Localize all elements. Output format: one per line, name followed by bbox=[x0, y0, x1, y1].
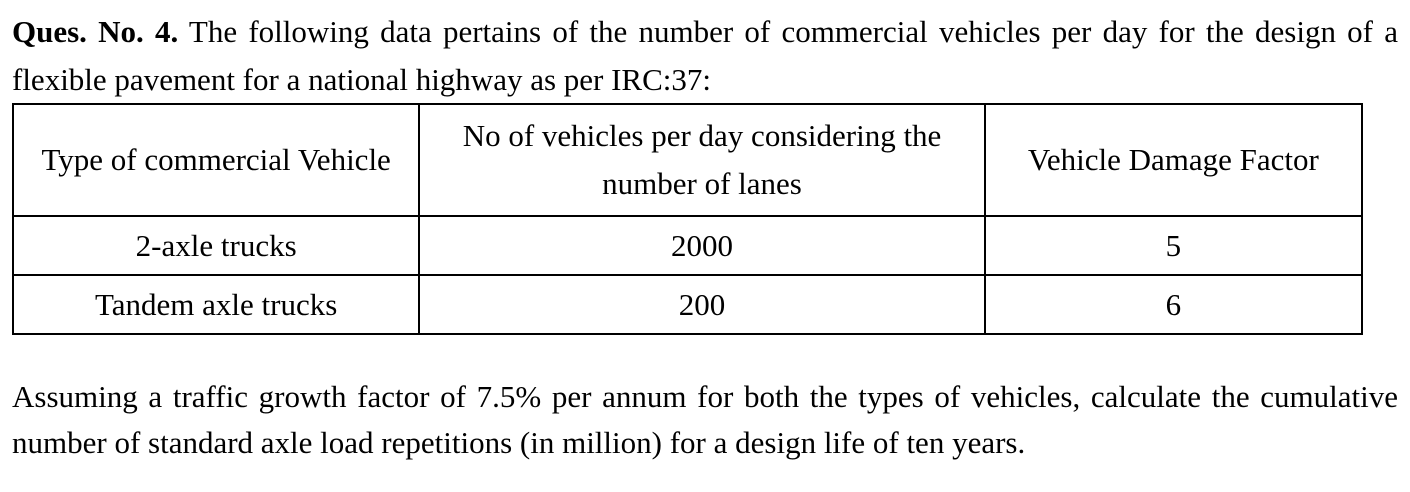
cell-vehicles-per-day: 200 bbox=[419, 275, 984, 334]
question-task-text: Assuming a traffic growth factor of 7.5% per annum for both the types of vehicles, calculate the cumulative number of standard axle load repetitions (in million) for a design life of ten years. bbox=[12, 379, 1398, 460]
vehicle-data-table bbox=[12, 103, 1363, 335]
header-vehicle-type: Type of commercial Vehicle bbox=[13, 104, 419, 216]
table-row bbox=[13, 275, 1362, 334]
cell-vehicle-damage-factor: 6 bbox=[985, 275, 1362, 334]
question-intro: The following data pertains of the number of commercial vehicles per day for the design of a flexible pavement for a national highway as per IRC:37: bbox=[12, 14, 1398, 97]
cell-vehicle-type: 2-axle trucks bbox=[13, 216, 419, 275]
question-number: Ques. No. 4. bbox=[12, 14, 179, 49]
header-vehicle-damage-factor: Vehicle Damage Factor bbox=[985, 104, 1362, 216]
cell-vehicle-type: Tandem axle trucks bbox=[13, 275, 419, 334]
header-vehicles-per-day: No of vehicles per day considering the number of lanes bbox=[419, 104, 984, 216]
table-header-row bbox=[13, 104, 1362, 216]
cell-vehicles-per-day: 2000 bbox=[419, 216, 984, 275]
table-row bbox=[13, 216, 1362, 275]
question-text bbox=[12, 8, 1398, 104]
cell-vehicle-damage-factor: 5 bbox=[985, 216, 1362, 275]
